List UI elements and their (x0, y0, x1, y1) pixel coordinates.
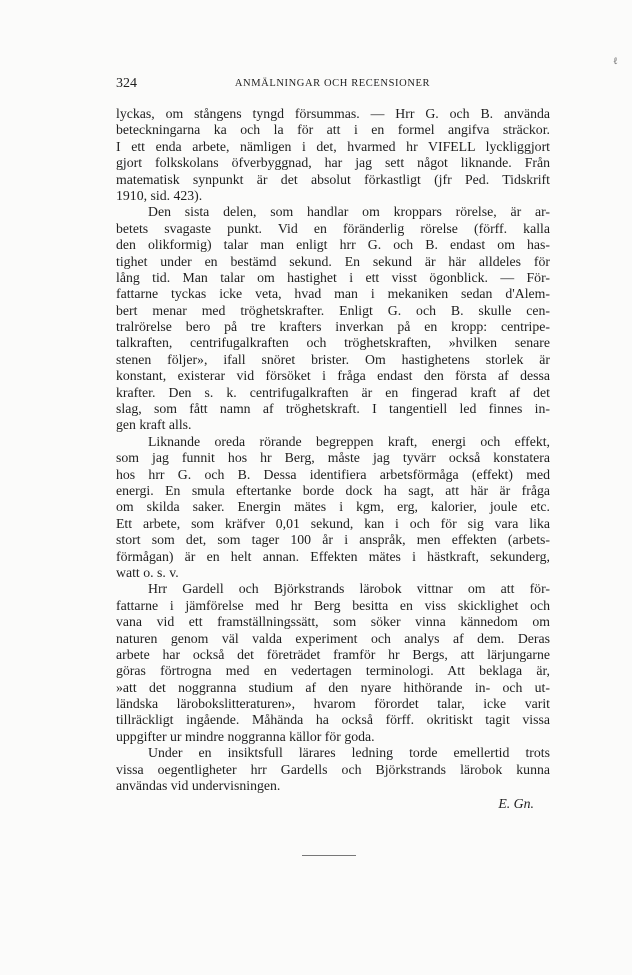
text-line: beteckningarna ka och la för att i en formel angifva sträckor. (116, 122, 550, 138)
text-line: konstant, existerar vid försöket i fråga endast den första af dessa (116, 368, 550, 384)
text-line: vana vid ett framställningssätt, som söker vinna kännedom om (116, 614, 550, 630)
text-line: matematisk synpunkt är det absolut förkastligt (jfr Ped. Tidskrift (116, 171, 550, 187)
text-line: arbete har också det företrädet framför hr Bergs, att lärjungarne (116, 646, 550, 662)
text-line: bert menar med tröghetskrafter. Enligt G. och B. skulle cen- (116, 302, 550, 318)
text-line: lång tid. Man talar om hastighet i ett visst ögonblick. — För- (116, 269, 550, 285)
text-line: fattarne tyckas icke veta, hvad man i mekaniken sedan d'Alem- (116, 286, 550, 302)
text-line: Ett arbete, som kräfver 0,01 sekund, kan i och för sig vara lika (116, 515, 550, 531)
text-line: uppgifter ur mindre noggranna källor för goda. (116, 728, 375, 744)
text-line: energi. En smula eftertanke borde dock ha sagt, att här är fråga (116, 482, 550, 498)
text-line: tralrörelse bero på tre krafters inverkan på en kropp: centripe- (116, 319, 550, 335)
text-line: ländska lärobokslitteraturen», hvarom förordet talar, icke varit (116, 696, 550, 712)
text-line: som jag funnit hos hr Berg, måste jag tyvärr också konstatera (116, 450, 550, 466)
text-line: fattarne i jämförelse med hr Berg besitta en viss skicklighet och (116, 597, 550, 613)
text-line: naturen genom väl valda experiment och analys af dem. Deras (116, 630, 550, 646)
text-line: watt o. s. v. (116, 564, 179, 580)
signature: E. Gn. (498, 796, 534, 812)
text-line: tillräckligt ingående. Måhända ha också förff. okritiskt tagit vissa (116, 712, 550, 728)
text-line: om skilda saker. Energin mätes i kgm, erg, kalorier, joule etc. (116, 499, 550, 515)
text-line: vissa oegentligheter hrr Gardells och Björkstrands lärobok kunna (116, 761, 550, 777)
text-line: stort som det, som tager 100 år i anspråk, men effekten (arbets- (116, 532, 550, 548)
text-line: gen kraft alls. (116, 417, 192, 433)
text-line: Under en insiktsfull lärares ledning torde emellertid trots (148, 745, 550, 761)
text-line: krafter. Den s. k. centrifugalkraften är en fingerad kraft af det (116, 384, 550, 400)
margin-mark: ℓ (613, 56, 618, 67)
text-line: »att det noggranna studium af den nyare hithörande in- och ut- (116, 679, 550, 695)
text-line: I ett enda arbete, nämligen i det, hvarmed hr VIFELL lyckliggjort (116, 138, 550, 154)
text-line: talkraften, centrifugalkraften och tröghetskraften, »hvilken senare (116, 335, 550, 351)
text-line: slag, som fått namn af tröghetskraft. I tangentiell led finnes in- (116, 401, 550, 417)
text-line: användas vid undervisningen. (116, 778, 281, 794)
text-line: förmågan) är en helt annan. Effekten mätes i hästkraft, sekunderg, (116, 548, 550, 564)
text-line: lyckas, om stångens tyngd försummas. — Hrr G. och B. använda (116, 106, 550, 121)
running-head: ANMÄLNINGAR OCH RECENSIONER (234, 78, 431, 89)
text-line: tighet under en bestämd sekund. En sekund är här alldeles för (116, 253, 550, 269)
page-header (116, 76, 549, 94)
text-line: betets svagaste punkt. Vid en föränderlig rörelse (förff. kalla (116, 220, 550, 236)
text-line: göras förtrogna med en vedertagen terminologi. Att beklaga är, (116, 663, 550, 679)
text-line: gjort folkskolans öfverbyggnad, har jag sett något liknande. Från (116, 155, 550, 171)
text-line: den olikformig) talar man enligt hrr G. och B. endast om has- (116, 237, 550, 253)
body-text (116, 106, 550, 814)
text-line: 1910, sid. 423). (116, 187, 203, 203)
text-line: stenen följer», ifall snöret brister. Om hastighetens storlek är (116, 351, 550, 367)
page-number: 324 (116, 76, 137, 91)
text-line: hos hrr G. och B. Dessa identifiera arbetsförmåga (effekt) med (116, 466, 550, 482)
text-line: Hrr Gardell och Björkstrands lärobok vittnar om att för- (148, 581, 550, 597)
end-rule (302, 855, 356, 856)
text-line: Liknande oreda rörande begreppen kraft, energi och effekt, (148, 433, 550, 449)
text-line: Den sista delen, som handlar om kroppars rörelse, är ar- (148, 204, 550, 220)
